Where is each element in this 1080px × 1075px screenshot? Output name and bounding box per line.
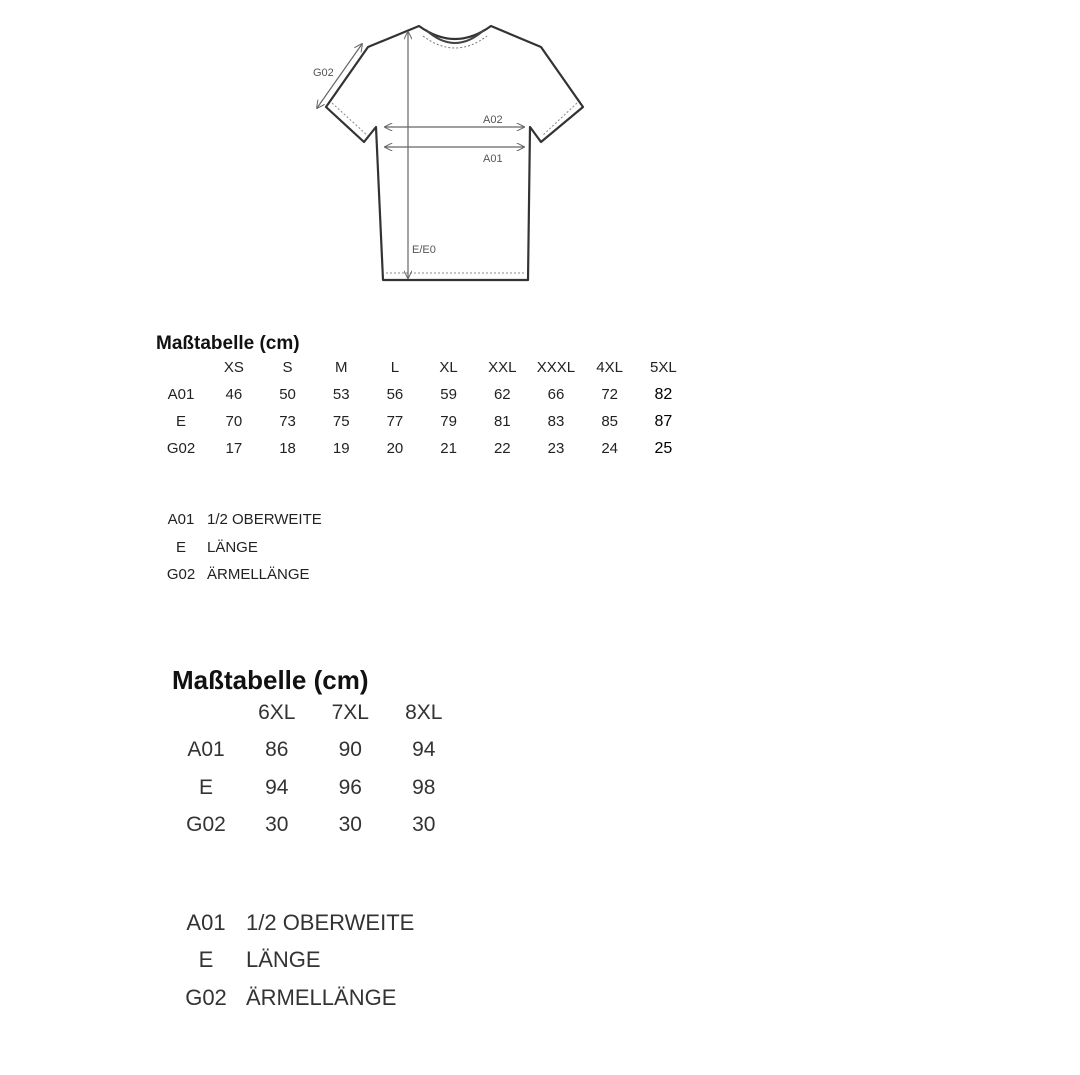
table-cell: 85 <box>601 413 618 430</box>
row-label: E <box>175 413 186 430</box>
legend-text: LÄNGE <box>207 538 258 556</box>
table-cell: 30 <box>338 813 362 837</box>
legend-text: ÄRMELLÄNGE <box>246 984 397 1010</box>
legend-text: 1/2 OBERWEITE <box>246 909 415 935</box>
table-cell: 56 <box>386 386 404 403</box>
table-cell: 21 <box>440 440 457 457</box>
table-cell: 87 <box>654 412 673 430</box>
legend-item <box>172 904 414 942</box>
size-header: 8XL <box>405 700 443 724</box>
label-a01: A01 <box>483 153 503 165</box>
table-cell: 70 <box>225 413 243 430</box>
legend-text: 1/2 OBERWEITE <box>207 511 322 529</box>
size-header: XS <box>223 359 244 376</box>
size-header: 4XL <box>596 359 623 376</box>
table-cell: 72 <box>601 386 618 403</box>
table-cell: 30 <box>265 813 289 837</box>
size-header: M <box>334 359 348 376</box>
row-label: A01 <box>187 738 225 762</box>
table-cell: 22 <box>493 440 511 457</box>
row-label: E <box>198 775 213 799</box>
legend-item <box>172 979 414 1017</box>
label-g02: G02 <box>313 67 334 79</box>
legend-code: E <box>198 947 214 973</box>
legend-code: A01 <box>167 511 195 529</box>
table-cell: 17 <box>225 440 243 457</box>
table-row <box>155 435 690 462</box>
table-cell: 75 <box>332 413 350 430</box>
table-cell: 50 <box>279 386 296 403</box>
size-header: XL <box>439 359 458 376</box>
table-cell: 83 <box>547 413 565 430</box>
table-cell: 86 <box>265 738 289 762</box>
table-cell: 59 <box>440 386 457 403</box>
table-cell: 82 <box>654 385 673 403</box>
table-cell: 20 <box>386 440 404 457</box>
legend-item <box>172 942 414 980</box>
table-row <box>172 769 461 807</box>
table-cell: 46 <box>225 386 243 403</box>
table-row <box>172 732 461 770</box>
table-cell: 79 <box>440 413 457 430</box>
table-cell: 23 <box>547 440 565 457</box>
legend-code: G02 <box>185 984 227 1010</box>
table-cell: 18 <box>279 440 296 457</box>
table1-corner <box>155 354 207 381</box>
table2-title: Maßtabelle (cm) <box>172 665 369 695</box>
table-row <box>172 807 461 845</box>
row-label: G02 <box>186 813 226 837</box>
legend-code: G02 <box>166 566 196 584</box>
legend-code: E <box>175 538 186 556</box>
size-header: 7XL <box>331 700 369 724</box>
row-label: A01 <box>167 386 195 403</box>
size-header: L <box>390 359 400 376</box>
table-cell: 25 <box>654 439 673 457</box>
table1-title: Maßtabelle (cm) <box>156 333 300 354</box>
table-cell: 96 <box>338 775 362 799</box>
legend-2 <box>172 904 414 1017</box>
table-cell: 73 <box>279 413 296 430</box>
table-cell: 94 <box>412 738 436 762</box>
size-table-1 <box>155 354 690 462</box>
table-cell: 24 <box>601 440 618 457</box>
table2-corner <box>172 694 240 732</box>
size-table-2 <box>172 694 461 844</box>
table-row <box>155 381 690 408</box>
label-a02: A02 <box>483 114 503 126</box>
table-cell: 66 <box>547 386 565 403</box>
size-header: S <box>282 359 293 376</box>
tshirt-diagram <box>300 20 600 290</box>
legend-text: ÄRMELLÄNGE <box>207 566 310 584</box>
table-cell: 77 <box>386 413 404 430</box>
legend-item <box>155 506 322 534</box>
table-cell: 81 <box>493 413 511 430</box>
table-cell: 98 <box>412 775 436 799</box>
legend-text: LÄNGE <box>246 947 321 973</box>
row-label: G02 <box>166 440 196 457</box>
size-header: 5XL <box>649 359 677 376</box>
table2-header-row <box>172 694 461 732</box>
table-cell: 53 <box>332 386 350 403</box>
table-cell: 90 <box>338 738 362 762</box>
table-row <box>155 408 690 435</box>
table-cell: 94 <box>265 775 289 799</box>
table-cell: 62 <box>493 386 511 403</box>
legend-item <box>155 534 322 562</box>
size-header: 6XL <box>258 700 296 724</box>
tshirt-outline <box>326 26 583 280</box>
legend-1 <box>155 506 322 589</box>
label-length: E/E0 <box>412 244 436 256</box>
size-header: XXXL <box>536 359 576 376</box>
legend-code: A01 <box>186 909 226 935</box>
table-cell: 19 <box>332 440 350 457</box>
legend-item <box>155 561 322 589</box>
table1-header-row <box>155 354 690 381</box>
size-header: XXL <box>488 359 517 376</box>
table-cell: 30 <box>412 813 436 837</box>
